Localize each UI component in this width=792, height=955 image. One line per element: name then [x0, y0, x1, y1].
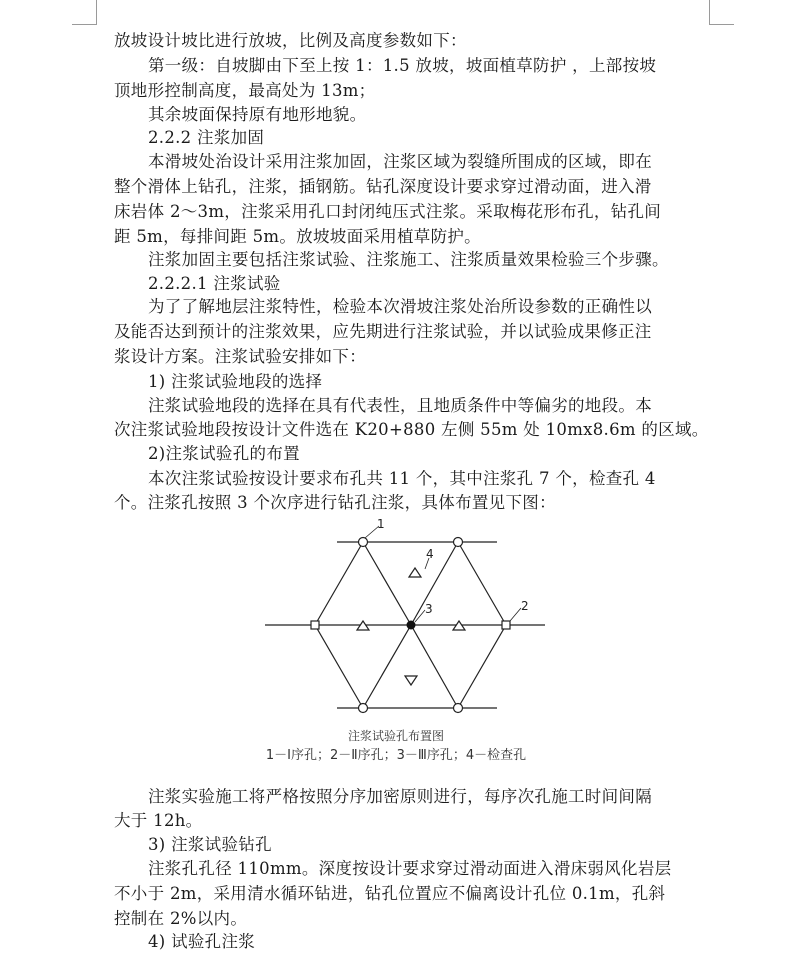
- body-line: 大于 12h。: [114, 811, 203, 830]
- check-hole-marker: [405, 676, 417, 685]
- secondary-hole-marker: [502, 621, 510, 629]
- tertiary-hole-marker: [407, 621, 416, 630]
- body-line: 其余坡面保持原有地形地貌。: [148, 105, 367, 124]
- body-line: 次注浆试验地段按设计文件选在 K20+880 左侧 55m 处 10mx8.6m 的区域。: [114, 420, 709, 439]
- callout-3: 3: [425, 602, 433, 616]
- body-line: 本滑坡处治设计采用注浆加固，注浆区域为裂缝所围成的区域，即在: [148, 152, 652, 171]
- body-line: 为了了解地层注浆特性，检验本次滑坡注浆处治所设参数的正确性以: [148, 297, 652, 316]
- secondary-hole-marker: [311, 621, 319, 629]
- body-line: 注浆加固主要包括注浆试验、注浆施工、注浆质量效果检验三个步骤。: [148, 250, 669, 269]
- crop-mark-left-horizontal: [72, 24, 97, 25]
- body-line: 注浆试验地段的选择在具有代表性，且地质条件中等偏劣的地段。本: [148, 396, 652, 415]
- list-heading: 1) 注浆试验地段的选择: [148, 372, 323, 391]
- body-line: 不小于 2m，采用清水循环钻进，钻孔位置应不偏离设计孔位 0.1m，孔斜: [114, 884, 666, 903]
- body-line: 注浆孔孔径 110mm。深度按设计要求穿过滑动面进入滑床弱风化岩层: [148, 859, 672, 878]
- primary-hole-marker: [454, 704, 463, 713]
- body-line: 顶地形控制高度，最高处为 13m；: [114, 81, 376, 100]
- body-line: 个。注浆孔按照 3 个次序进行钻孔注浆，具体布置见下图：: [114, 493, 556, 512]
- body-line: 放坡设计坡比进行放坡，比例及高度参数如下：: [114, 31, 467, 50]
- body-line: 距 5m，每排间距 5m。放坡坡面采用植草防护。: [114, 227, 481, 246]
- figure-title: 注浆试验孔布置图: [347, 729, 444, 743]
- callout-4: 4: [426, 547, 434, 561]
- body-line: 第一级：自坡脚由下至上按 1：1.5 放坡，坡面植草防护 ，上部按坡: [148, 56, 657, 75]
- list-heading: 2)注浆试验孔的布置: [148, 444, 300, 463]
- grout-hole-layout-diagram: [255, 518, 555, 758]
- list-heading: 3) 注浆试验钻孔: [148, 835, 272, 854]
- primary-hole-marker: [359, 704, 368, 713]
- list-heading: 4) 试验孔注浆: [148, 932, 256, 951]
- body-line: 整个滑体上钻孔，注浆，插钢筋。钻孔深度设计要求穿过滑动面，进入滑: [114, 177, 652, 196]
- body-line: 注浆实验施工将严格按照分序加密原则进行，每序次孔施工时间间隔: [148, 787, 652, 806]
- callout-2: 2: [521, 599, 529, 613]
- check-hole-marker: [409, 568, 421, 577]
- body-line: 浆设计方案。注浆试验安排如下：: [114, 347, 366, 366]
- body-line: 控制在 2%以内。: [114, 909, 248, 928]
- section-heading: 2.2.2 注浆加固: [148, 128, 265, 147]
- subsection-heading: 2.2.2.1 注浆试验: [148, 274, 281, 293]
- crop-mark-right-vertical: [709, 0, 710, 24]
- body-line: 及能否达到预计的注浆效果，应先期进行注浆试验，并以试验成果修正注: [114, 322, 652, 341]
- body-line: 本次注浆试验按设计要求布孔共 11 个，其中注浆孔 7 个，检查孔 4: [148, 469, 656, 488]
- body-line: 床岩体 2～3m，注浆采用孔口封闭纯压式注浆。采取梅花形布孔，钻孔间: [114, 202, 662, 221]
- figure-legend: 1－Ⅰ序孔；2－Ⅱ序孔；3－Ⅲ序孔；4－检查孔: [265, 748, 527, 763]
- primary-hole-marker: [359, 538, 368, 547]
- crop-mark-right-horizontal: [709, 24, 734, 25]
- primary-hole-marker: [454, 538, 463, 547]
- crop-mark-left-vertical: [96, 0, 97, 24]
- callout-1: 1: [377, 518, 385, 531]
